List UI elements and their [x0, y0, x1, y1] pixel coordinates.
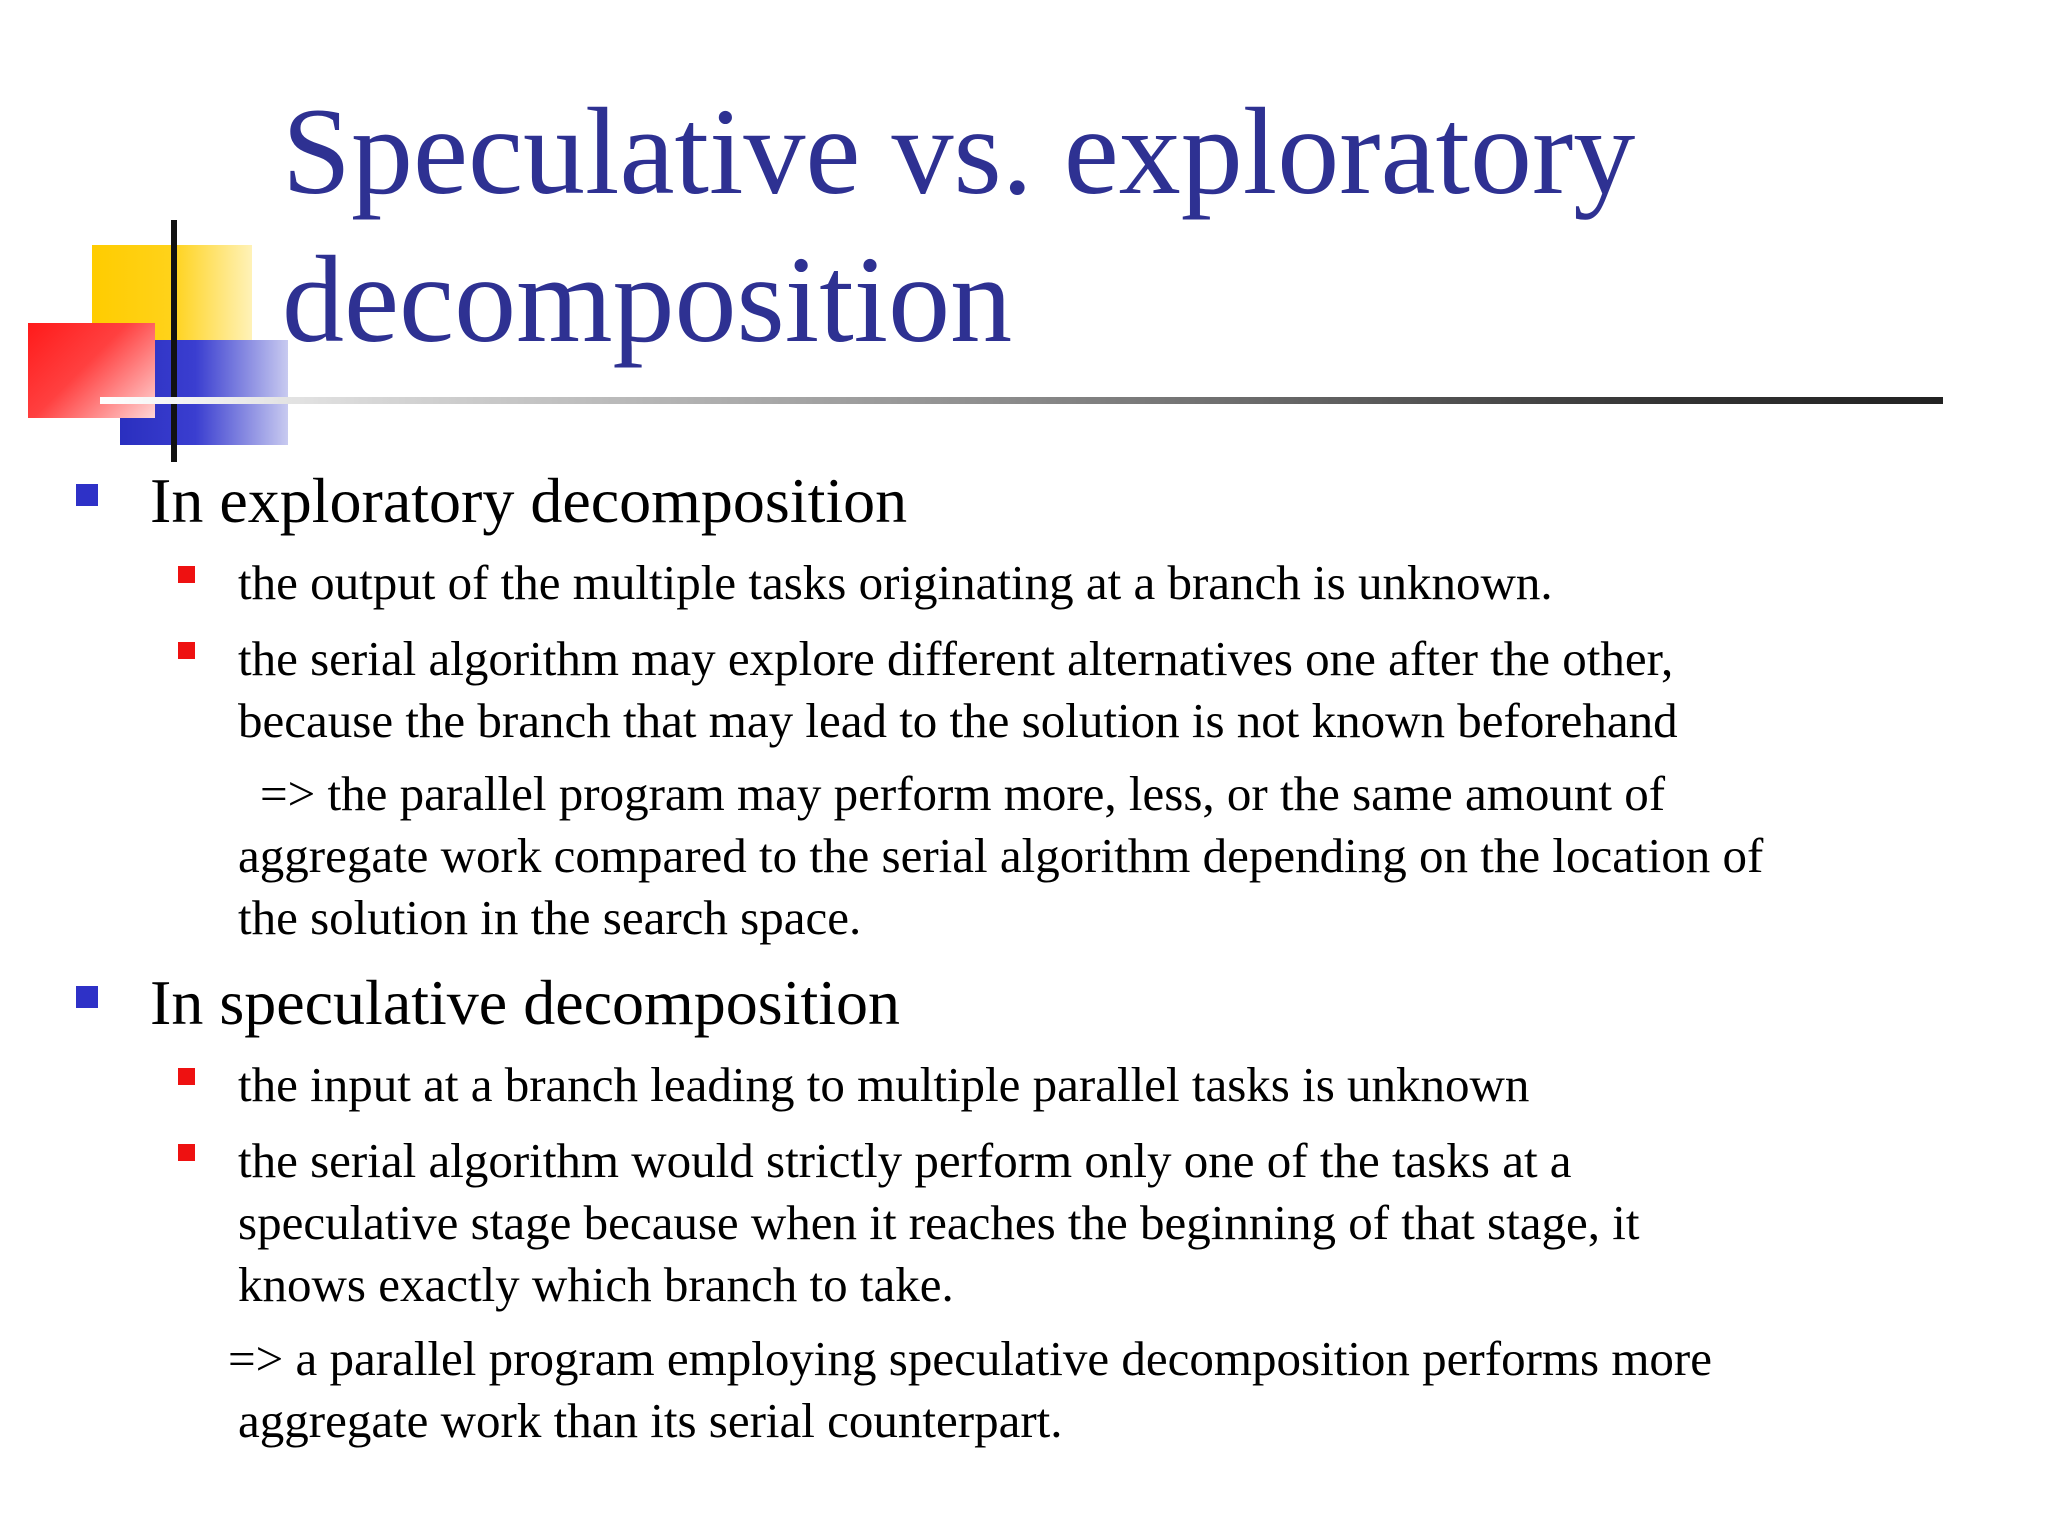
conclusion-paragraph [228, 1328, 1712, 1452]
section-heading-speculative: In speculative decomposition [150, 967, 901, 1038]
sub-bullet [238, 1130, 2028, 1316]
bullet-marker [76, 484, 98, 506]
sub-bullet [238, 552, 2028, 614]
conclusion-line: => the parallel program may perform more, less, or the same amount of [260, 766, 1666, 821]
title-line-2: decomposition [282, 231, 1013, 368]
sub-bullet-line: the serial algorithm would strictly perform only one of the tasks at a [238, 1133, 1572, 1188]
sub-bullet-line: the serial algorithm may explore different alternatives one after the other, [238, 631, 1674, 686]
sub-bullet-line: speculative stage because when it reaches the beginning of that stage, it [238, 1195, 1640, 1250]
sub-bullet [238, 628, 2028, 752]
sub-bullet-marker [178, 566, 195, 583]
logo-black-line [171, 220, 177, 462]
sub-bullet-marker [178, 642, 195, 659]
conclusion-line: the solution in the search space. [238, 890, 862, 945]
conclusion-line: aggregate work compared to the serial algorithm depending on the location of [238, 828, 1764, 883]
sub-bullet-marker [178, 1068, 195, 1085]
conclusion-line: => a parallel program employing speculative decomposition performs more [228, 1331, 1712, 1386]
bullet-marker [76, 986, 98, 1008]
sub-bullet-marker [178, 1144, 195, 1161]
title-line-1: Speculative vs. exploratory [282, 83, 1636, 220]
slide-title [282, 78, 1982, 374]
sub-bullet-line: because the branch that may lead to the solution is not known beforehand [238, 693, 1678, 748]
conclusion-line: aggregate work than its serial counterpart. [238, 1393, 1063, 1448]
sub-bullet-line: the input at a branch leading to multiple parallel tasks is unknown [238, 1057, 1530, 1112]
section-heading-exploratory: In exploratory decomposition [150, 465, 908, 536]
sub-bullet-line: the output of the multiple tasks originating at a branch is unknown. [238, 555, 1553, 610]
title-underline [100, 397, 1943, 404]
sub-bullet-line: knows exactly which branch to take. [238, 1257, 954, 1312]
decorative-logo [0, 0, 300, 480]
sub-bullet [238, 1054, 2028, 1116]
conclusion-paragraph [238, 763, 1763, 949]
